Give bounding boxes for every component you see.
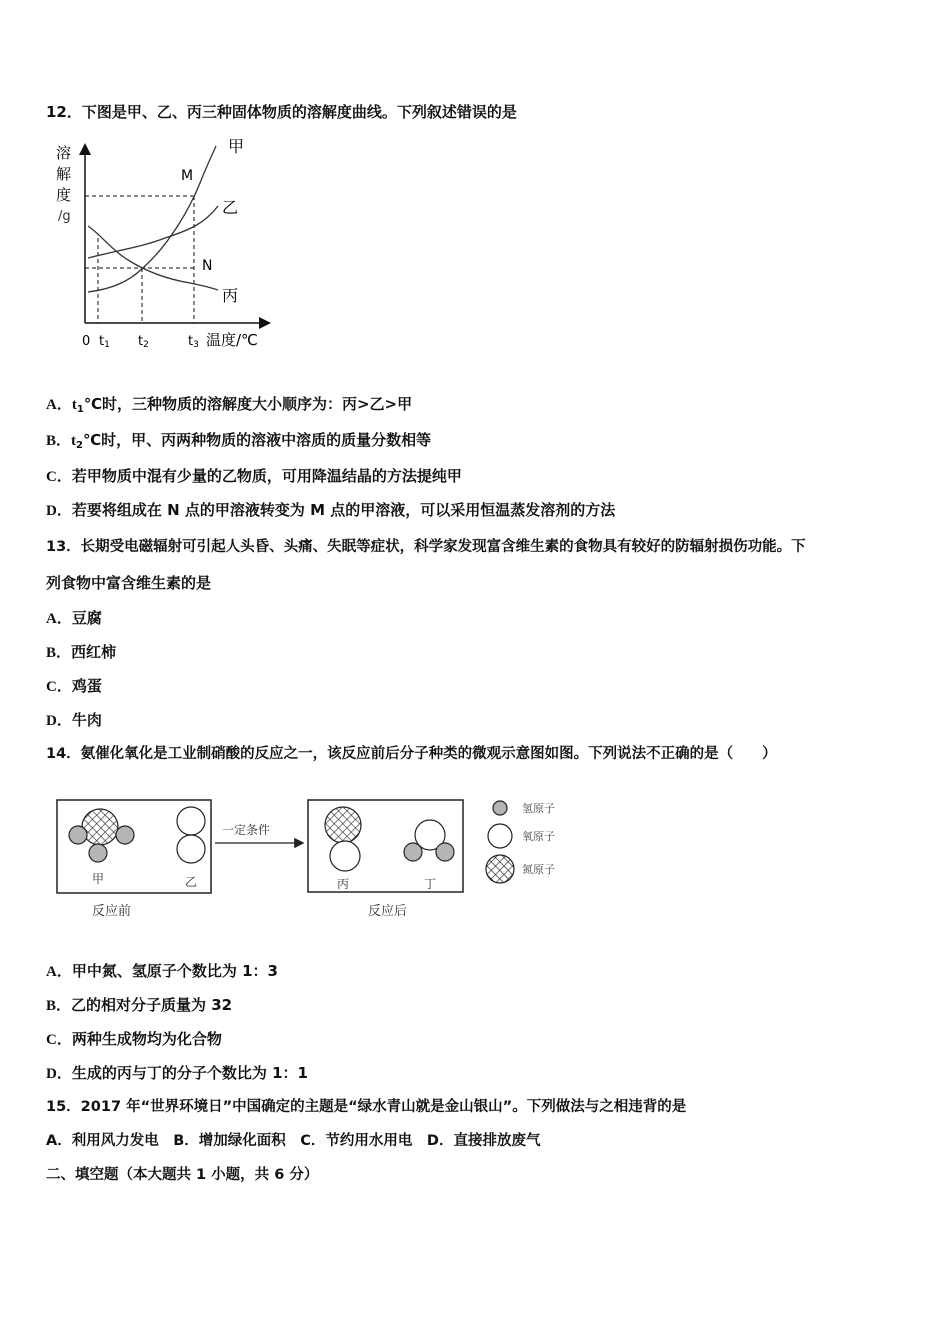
svg-text:丙: 丙 (222, 286, 239, 305)
hydrogen-atom (404, 843, 422, 861)
svg-text:氮原子: 氮原子 (522, 863, 555, 876)
svg-text:t3: t3 (188, 334, 199, 350)
section-2-title: 二、填空题（本大题共 1 小题，共 6 分） (46, 1167, 319, 1183)
q15-stem: 15．2017 年“世界环境日”中国确定的主题是“绿水青山就是金山银山”。下列做法与之相违背的是 (46, 1099, 687, 1115)
svg-text:丙: 丙 (337, 877, 350, 891)
q12-option-a: A．$t_1℃$时，三种物质的溶解度大小顺序为：丙>乙>甲 (46, 395, 413, 415)
q12-option-c: C．若甲物质中混有少量的乙物质，可用降温结晶的方法提纯甲 (46, 467, 462, 485)
svg-text:乙: 乙 (222, 198, 239, 217)
oxygen-atom (330, 841, 360, 871)
legend-hydrogen-icon (493, 801, 507, 815)
q14-option-d: D．生成的丙与丁的分子个数比为 1：1 (46, 1064, 308, 1082)
q14-option-b: B．乙的相对分子质量为 32 (46, 996, 233, 1014)
hydrogen-atom (69, 826, 87, 844)
oxygen-atom (177, 835, 205, 863)
q13-option-c: C．鸡蛋 (46, 677, 102, 695)
svg-text:t1: t1 (99, 334, 110, 350)
svg-text:甲: 甲 (92, 872, 105, 886)
svg-text:温度/℃: 温度/℃ (206, 331, 258, 349)
svg-text:反应后: 反应后 (368, 904, 408, 919)
svg-text:溶: 溶 (56, 144, 72, 162)
legend-nitrogen-icon (486, 855, 514, 883)
q13-stem-line2: 列食物中富含维生素的是 (46, 574, 212, 592)
svg-text:解: 解 (56, 165, 72, 183)
svg-text:t2: t2 (138, 334, 149, 350)
q15-options: A．利用风力发电 B．增加绿化面积 C．节约用水用电 D．直接排放废气 (46, 1133, 541, 1149)
svg-text:0: 0 (82, 334, 91, 349)
svg-text:度: 度 (56, 186, 72, 204)
q12-option-d: D．若要将组成在 N 点的甲溶液转变为 M 点的甲溶液，可以采用恒温蒸发溶剂的方法 (46, 501, 616, 519)
nitrogen-atom (325, 807, 361, 843)
svg-text:氧原子: 氧原子 (522, 830, 555, 843)
svg-text:一定条件: 一定条件 (222, 823, 271, 837)
reaction-diagram (50, 785, 590, 925)
hydrogen-atom (436, 843, 454, 861)
q13-option-a: A．豆腐 (46, 609, 102, 627)
hydrogen-atom (89, 844, 107, 862)
oxygen-atom (177, 807, 205, 835)
solubility-chart (50, 138, 280, 358)
svg-text:反应前: 反应前 (92, 904, 132, 919)
q13-option-d: D．牛肉 (46, 711, 102, 729)
q13-stem-line1: 13．长期受电磁辐射可引起人头昏、头痛、失眠等症状，科学家发现富含维生素的食物具有较好的防辐射损伤功能。下 (46, 539, 806, 555)
svg-text:N: N (202, 258, 213, 274)
nitrogen-atom (82, 809, 118, 845)
q14-option-c: C．两种生成物均为化合物 (46, 1030, 222, 1048)
curve-yi (88, 206, 218, 258)
svg-text:/g: /g (58, 209, 71, 224)
q12-option-b: B．$t_2℃$时，甲、丙两种物质的溶液中溶质的质量分数相等 (46, 431, 432, 451)
q13-option-b: B．西红柿 (46, 643, 117, 661)
svg-text:氢原子: 氢原子 (522, 802, 555, 815)
svg-text:甲: 甲 (228, 138, 245, 156)
curve-jia (88, 146, 216, 292)
hydrogen-atom (116, 826, 134, 844)
svg-text:丁: 丁 (424, 877, 437, 891)
q12-stem: 12．下图是甲、乙、丙三种固体物质的溶解度曲线。下列叙述错误的是 (46, 103, 517, 121)
q14-stem: 14．氨催化氧化是工业制硝酸的反应之一，该反应前后分子种类的微观示意图如图。下列说法不正确的是（ ） (46, 746, 777, 762)
legend-oxygen-icon (488, 824, 512, 848)
svg-text:乙: 乙 (185, 875, 198, 889)
q14-option-a: A．甲中氮、氢原子个数比为 1：3 (46, 962, 278, 980)
svg-text:M: M (181, 168, 194, 184)
